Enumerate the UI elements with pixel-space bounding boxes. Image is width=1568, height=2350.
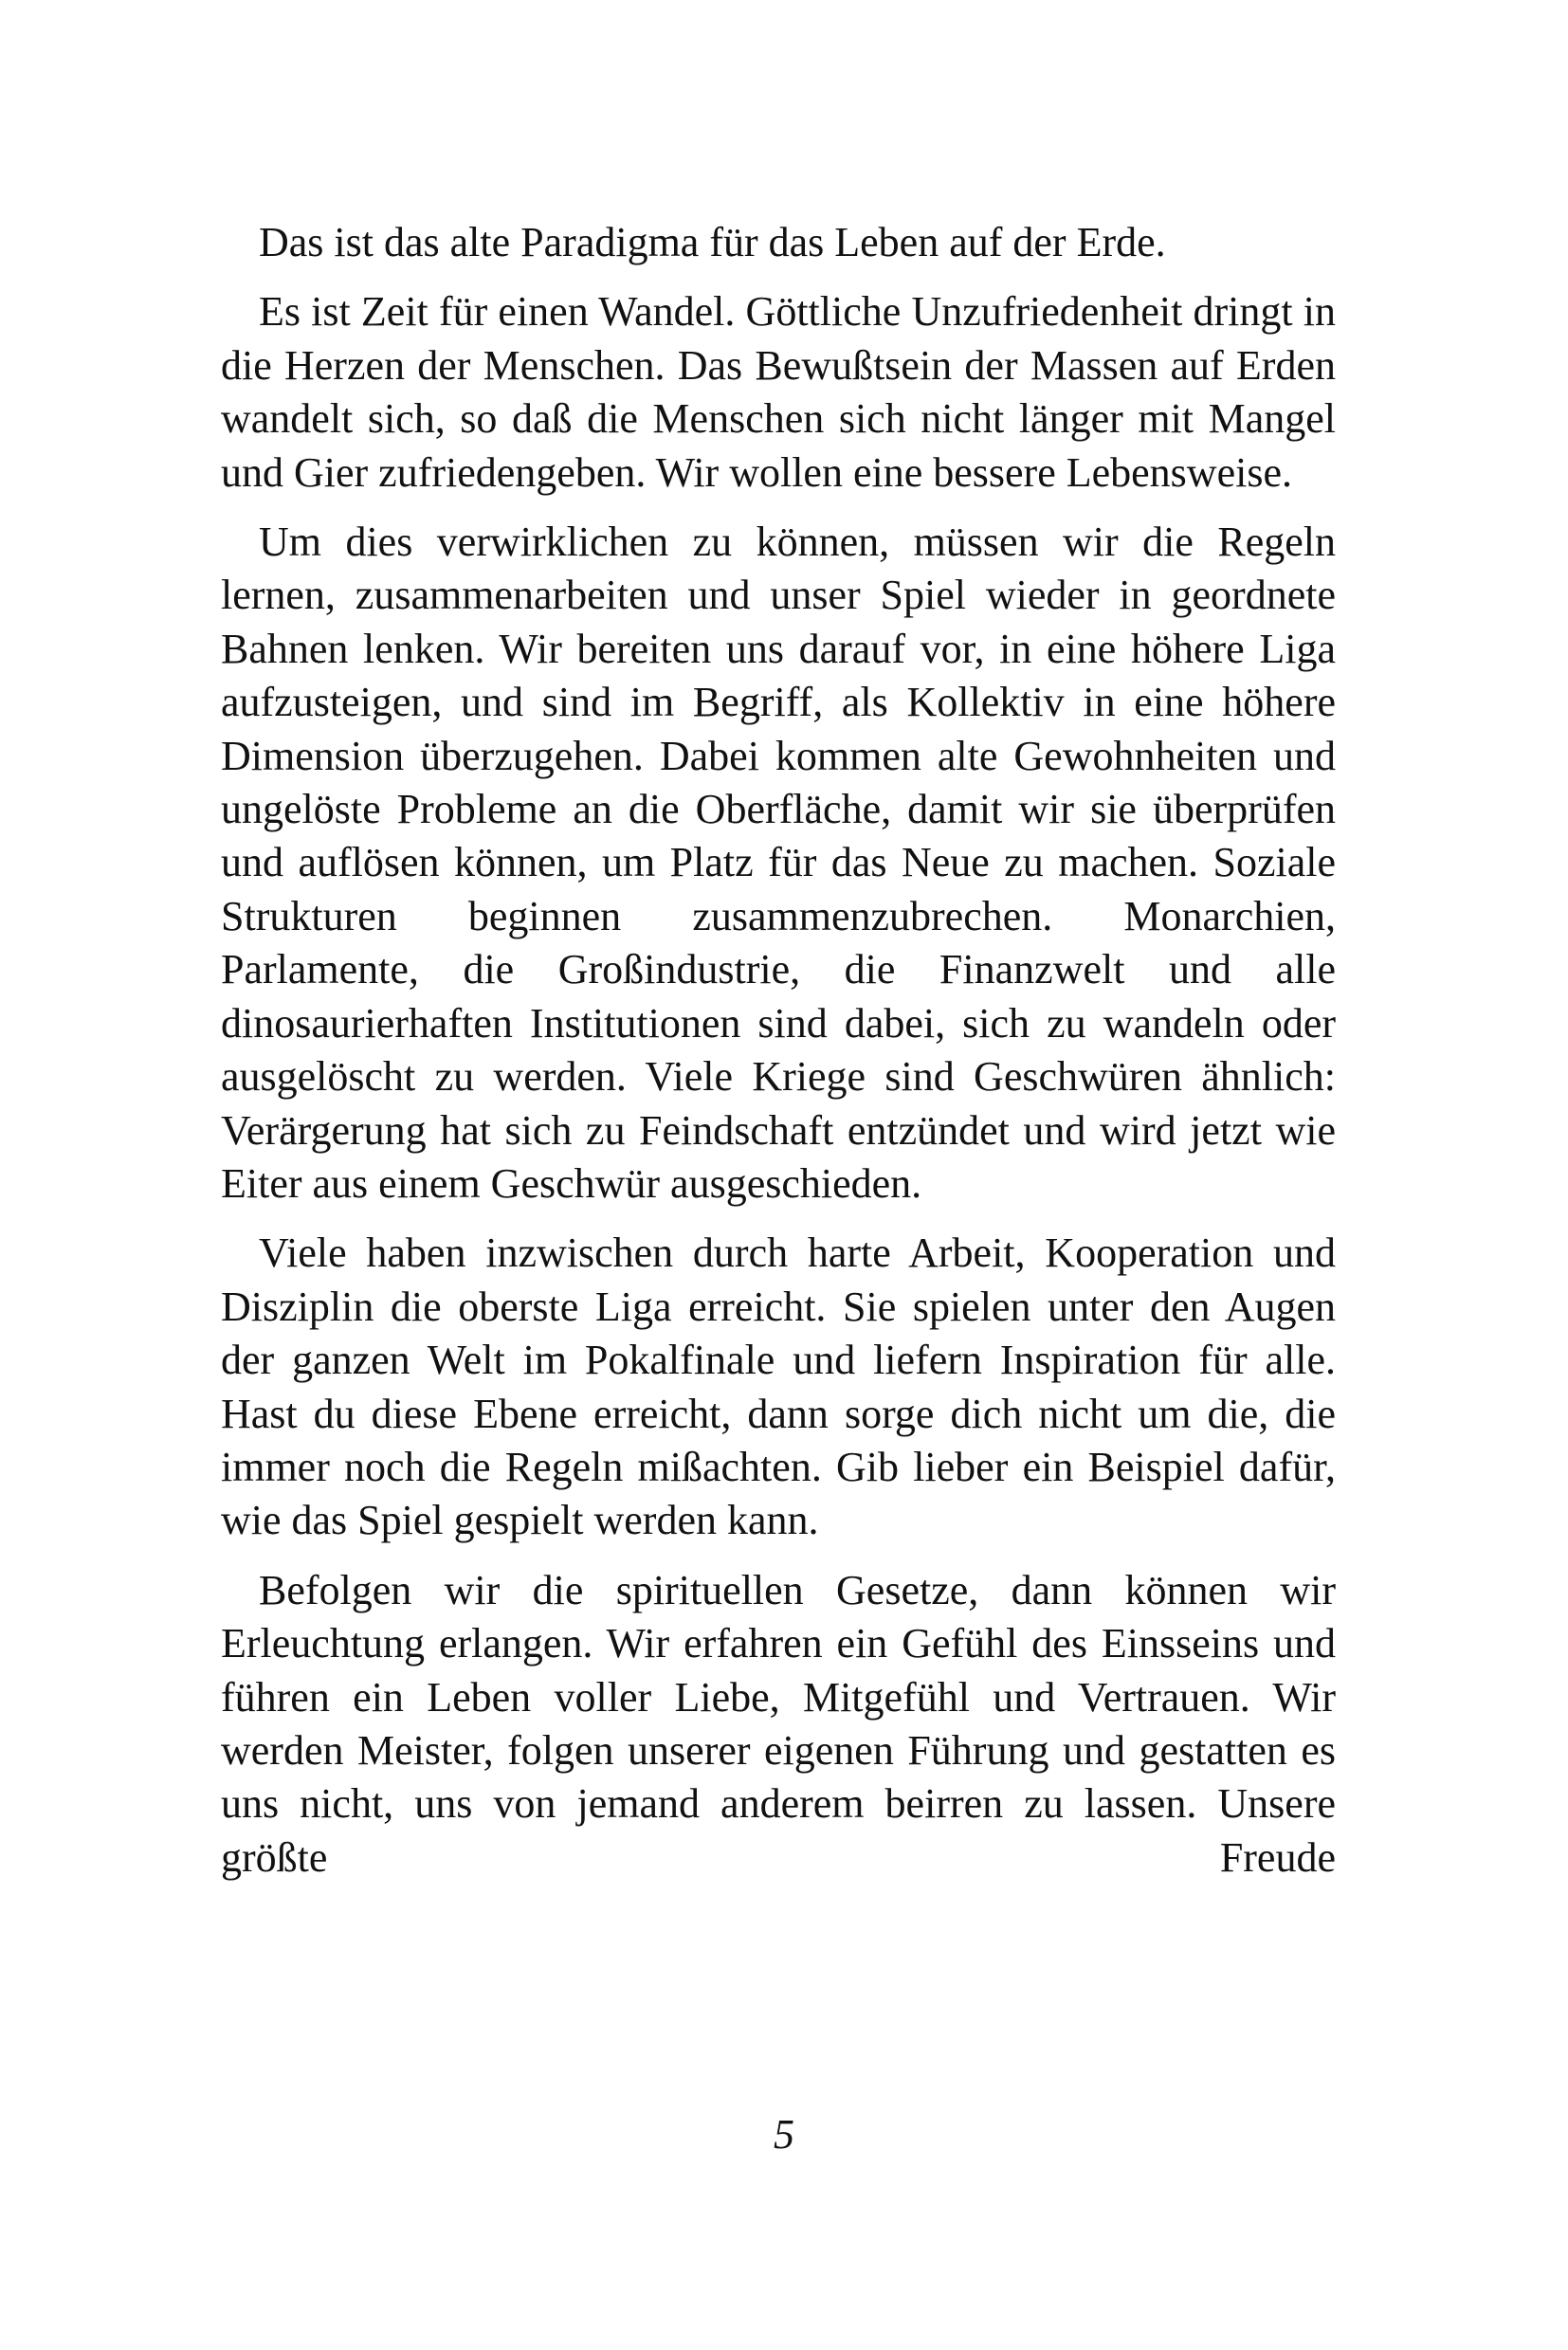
paragraph-3: Um dies verwirklichen zu können, müssen wir die Regeln lernen, zusammenarbeiten und unser Spiel wieder in geordnete Bahnen lenken. Wir bereiten uns darauf vor, in eine höhere Liga aufzusteigen, und sind im Begriff, als Kollektiv in eine höhere Dimension überzugehen. Dabei kommen alte Gewohnheiten und ungelöste Probleme an die Oberfläche, damit wir sie überprüfen und auflösen können, um Platz für das Neue zu machen. Soziale Strukturen beginnen zusammenzubrechen. Monarchien, Parlamente, die Großindustrie, die Finanzwelt und alle dinosaurierhaften Institutionen sind dabei, sich zu wandeln oder ausgelöscht zu werden. Viele Kriege sind Geschwüren ähnlich: Verärgerung hat sich zu Feindschaft entzündet und wird jetzt wie Eiter aus einem Geschwür ausgeschieden. [221,519,1336,1207]
page-number: 5 [774,2111,794,2158]
paragraph-4: Viele haben inzwischen durch harte Arbeit, Kooperation und Disziplin die oberste Liga erreicht. Sie spielen unter den Augen der ganzen Welt im Pokalfinale und liefern Inspiration für alle. Hast du diese Ebene erreicht, dann sorge dich nicht um die, die immer noch die Regeln mißachten. Gib lieber ein Beispiel dafür, wie das Spiel gespielt werden kann. [221,1230,1336,1544]
paragraph-5: Befolgen wir die spirituellen Gesetze, dann können wir Erleuchtung erlangen. Wir erfahren ein Gefühl des Einsseins und führen ein Leben voller Liebe, Mitgefühl und Vertrauen. Wir werden Meister, folgen unserer eigenen Führung und gestatten es uns nicht, uns von jemand anderem beirren zu lassen. Unsere größte Freude [221,1566,1336,1881]
paragraph-1: Das ist das alte Paradigma für das Leben auf der Erde. [259,219,1166,265]
paragraph-2: Es ist Zeit für einen Wandel. Göttliche Unzufriedenheit dringt in die Herzen der Menschen. Das Bewußtsein der Massen auf Erden wandelt sich, so daß die Menschen sich nicht länger mit Mangel und Gier zufriedengeben. Wir wollen eine bessere Lebensweise. [221,288,1336,496]
body-text [221,216,1336,1885]
